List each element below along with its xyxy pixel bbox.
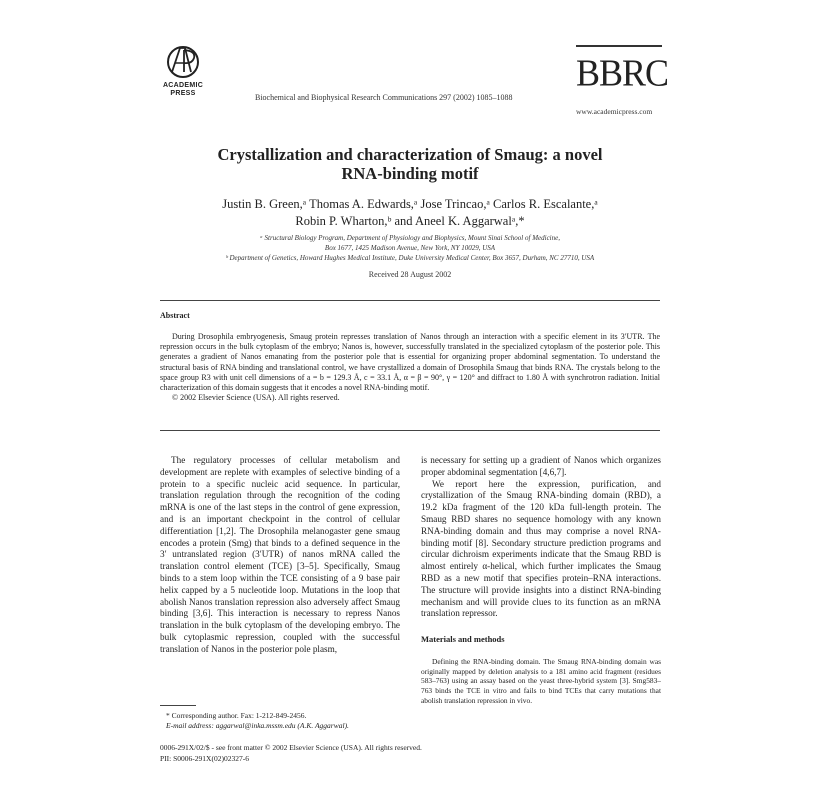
abstract-top-rule — [160, 300, 660, 301]
abstract-copyright: © 2002 Elsevier Science (USA). All rights reserved. — [172, 393, 340, 403]
bbrc-rule — [576, 45, 662, 47]
bottom-info — [160, 742, 560, 764]
methods-paragraph: Defining the RNA-binding domain. The Smaug RNA-binding domain was originally mapped by deletion analysis to a 181 amino acid fragment (residues 583–763) using an assay based on the yeast three-hybrid system [3]. Smg583–763 binds the TCE in vitro and fails to bind TCEs that carry mutations that abolish translation repression in vivo. — [421, 656, 661, 705]
affiliation-b: ᵇ Department of Genetics, Howard Hughes Medical Institute, Duke University Medical Center, Box 3657, Durham, NC 27710, USA — [225, 254, 595, 262]
publisher-logo-text — [158, 82, 208, 98]
author-list — [160, 196, 660, 230]
authors-line1: Justin B. Green,ᵃ Thomas A. Edwards,ᵃ Jose Trincao,ᵃ Carlos R. Escalante,ᵃ — [222, 197, 598, 211]
body-column-left — [160, 455, 400, 656]
affiliation-a-line2: Box 1677, 1425 Madison Avenue, New York, NY 10029, USA — [324, 243, 496, 252]
body-paragraph: is necessary for setting up a gradient of Nanos which organizes proper abdominal segmentation [4,6,7]. — [421, 455, 661, 477]
authors-line2: Robin P. Wharton,ᵇ and Aneel K. Aggarwalᵃ,* — [295, 214, 525, 228]
journal-url: www.academicpress.com — [576, 107, 653, 116]
journal-abbrev: BBRC — [576, 52, 669, 94]
footnote-corresponding: * Corresponding author. Fax: 1-212-849-2456. — [166, 711, 307, 720]
journal-citation: Biochemical and Biophysical Research Communications 297 (2002) 1085–1088 — [255, 93, 513, 102]
issn-line: 0006-291X/02/$ - see front matter © 2002 Elsevier Science (USA). All rights reserved. — [160, 743, 422, 752]
section-heading-methods: Materials and methods — [421, 634, 505, 645]
footnote-rule — [160, 705, 196, 706]
body-paragraph: The regulatory processes of cellular metabolism and development are replete with examples of selective binding of a protein to a specific nucleic acid sequence. In particular, translation regulation through the recognition of the coding mRNA is one of the last steps in the control of gene expression, and is an important checkpoint in the control of cellular differentiation [1,2]. The Drosophila melanogaster gene smaug encodes a protein (Smg) that binds to a defined sequence in the 3′ untranslated region (3′UTR) of nanos mRNA called the translation control element (TCE) [3–5]. Specifically, Smaug binds to a stem loop within the TCE consisting of a 9 base pair helix capped by a 5 nucleotide loop. Mutations in the loop that abolish Nanos translation repression also adversely affect Smaug binding [3,6]. This interaction is necessary to repress Nanos translation in the bulk cytoplasm of the developing embryo. The bulk cytoplasmic repression, coupled with the successful translation of Nanos in the posterior pole plasm, — [160, 455, 400, 654]
logo-text-line2: PRESS — [170, 90, 196, 97]
affiliation-a-line1: ᵃ Structural Biology Program, Department of Physiology and Biophysics, Mount Sinai School of Medicine, — [260, 234, 560, 242]
logo-text-line1: ACADEMIC — [162, 82, 204, 89]
body-paragraph: We report here the expression, purification, and crystallization of the Smaug RNA-binding domain (RBD), a 19.2 kDa fragment of the 120 kDa full-length protein. The Smaug RBD shares no sequence homology with any known RNA-binding domain and thus may comprise a novel RNA-binding motif [8]. Secondary structure prediction programs and circular dichroism experiments indicate that the Smaug RBD is almost entirely α-helical, which further implicates the Smaug RBD as a new motif that specifies protein–RNA interactions. The structure will provide insights into a distinct RNA-binding mechanism and will provide clues to its function as an mRNA translation repressor. — [421, 478, 661, 619]
abstract-text: During Drosophila embryogenesis, Smaug protein represses translation of Nanos through an interaction with a specific element in its 3′UTR. The repression occurs in the bulk cytoplasm of the embryo; Nanos is, however, successfully translated in the specialized cytoplasm of the posterior pole. This generates a gradient of Nanos emanating from the posterior pole that is essential for organizing proper abdominal segmentation. To understand the structural basis of RNA binding and translational control, we have crystallized a domain of Drosophila Smaug that binds RNA. The crystals belong to the space group R3 with unit cell dimensions of a = b = 129.3 Å, c = 33.1 Å, α = β = 90°, γ = 120° and diffract to 1.80 Å with synchrotron radiation. Initial characterization of this domain suggests that it encodes a novel RNA-binding motif. — [160, 332, 660, 393]
footnote — [160, 711, 400, 731]
body-column-right — [421, 455, 661, 705]
title-line1: Crystallization and characterization of Smaug: a novel — [217, 145, 603, 164]
publisher-logo — [158, 42, 208, 98]
pii-line: PII: S0006-291X(02)02327-6 — [160, 754, 249, 763]
article-title — [160, 145, 660, 183]
received-date: Received 28 August 2002 — [368, 270, 452, 279]
title-line2: RNA-binding motif — [341, 164, 479, 183]
footnote-email: E-mail address: aggarwal@inka.mssm.edu (A.K. Aggarwal). — [166, 721, 349, 730]
abstract-bottom-rule — [160, 430, 660, 431]
affiliation-a — [160, 234, 660, 253]
abstract-heading: Abstract — [160, 311, 190, 320]
academic-press-logo-icon — [158, 42, 208, 82]
abstract-body — [160, 332, 660, 403]
